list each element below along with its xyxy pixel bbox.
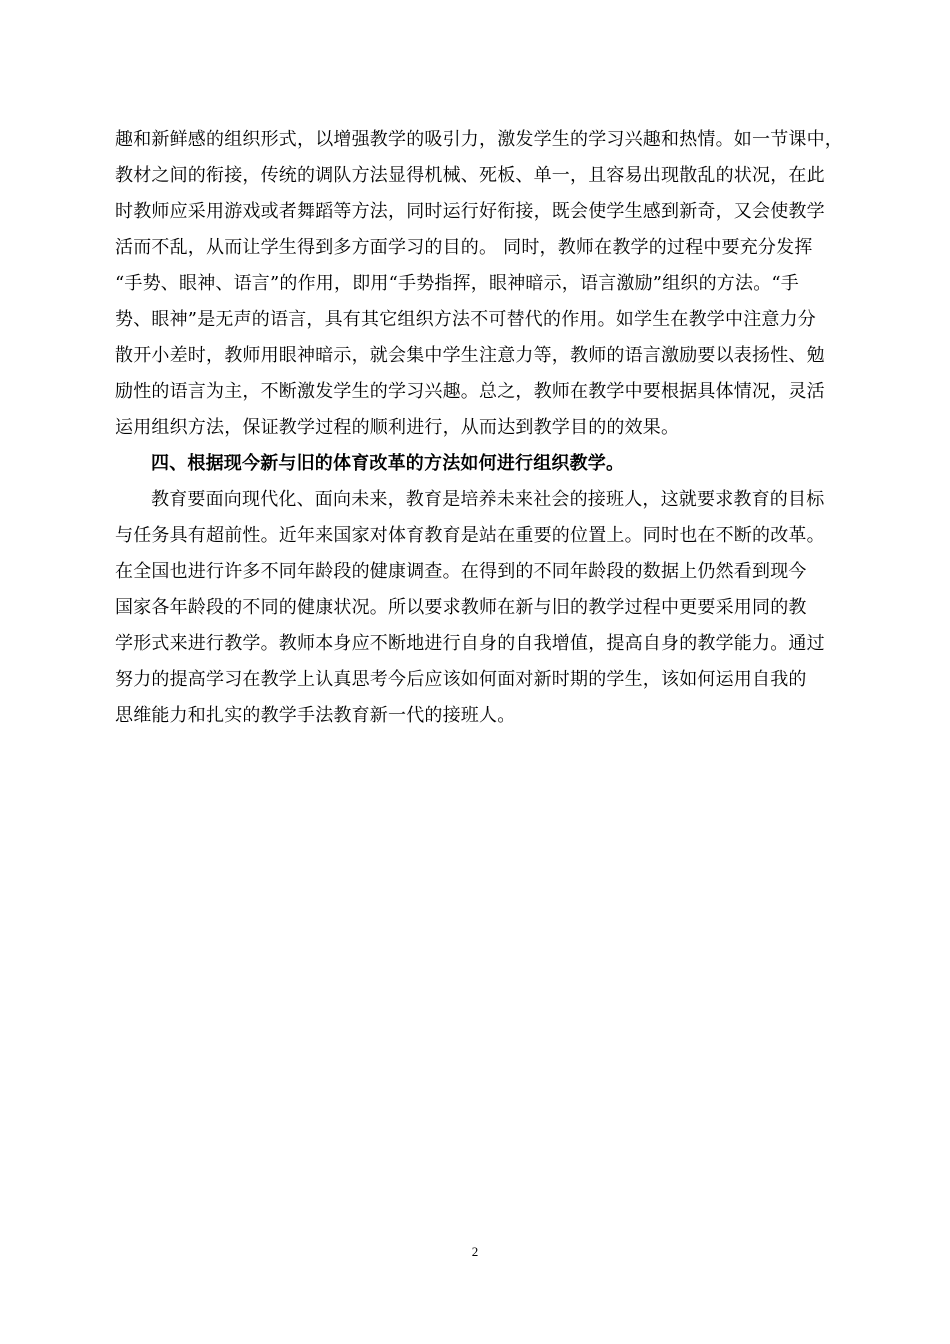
- paragraph-line-14: 国家各年龄段的不同的健康状况。所以要求教师在新与旧的教学过程中更要采用同的教: [115, 597, 807, 618]
- paragraph-line-3: 时教师应采用游戏或者舞蹈等方法，同时运行好衔接，既会使学生感到新奇，又会使教学: [115, 201, 825, 222]
- paragraph-line-9: 运用组织方法，保证教学过程的顺利进行，从而达到教学目的的效果。: [115, 417, 680, 438]
- paragraph-line-16: 努力的提高学习在教学上认真思考今后应该如何面对新时期的学生，该如何运用自我的: [115, 669, 807, 690]
- paragraph-line-11: 教育要面向现代化、面向未来，教育是培养未来社会的接班人，这就要求教育的目标: [151, 489, 825, 510]
- paragraph-line-8: 励性的语言为主，不断激发学生的学习兴趣。总之，教师在教学中要根据具体情况，灵活: [115, 381, 825, 402]
- paragraph-line-7: 散开小差时，教师用眼神暗示，就会集中学生注意力等，教师的语言激励要以表扬性、勉: [115, 345, 825, 366]
- paragraph-line-4: 活而不乱，从而让学生得到多方面学习的目的。 同时，教师在教学的过程中要充分发挥: [115, 237, 813, 258]
- paragraph-line-12: 与任务具有超前性。近年来国家对体育教育是站在重要的位置上。同时也在不断的改革。: [115, 525, 825, 546]
- page-number: 2: [471, 1244, 479, 1259]
- paragraph-line-2: 教材之间的衔接，传统的调队方法显得机械、死板、单一，且容易出现散乱的状况，在此: [115, 165, 825, 186]
- paragraph-line-17: 思维能力和扎实的教学手法教育新一代的接班人。: [115, 705, 516, 726]
- paragraph-line-13: 在全国也进行许多不同年龄段的健康调查。在得到的不同年龄段的数据上仍然看到现今: [115, 561, 807, 582]
- paragraph-line-15: 学形式来进行教学。教师本身应不断地进行自身的自我增值，提高自身的教学能力。通过: [115, 633, 825, 654]
- paragraph-line-5: “手势、眼神、语言”的作用，即用“手势指挥，眼神暗示，语言激励”组织的方法。“手: [115, 273, 800, 294]
- paragraph-line-6: 势、眼神”是无声的语言，具有其它组织方法不可替代的作用。如学生在教学中注意力分: [115, 309, 816, 330]
- paragraph-line-1: 趣和新鲜感的组织形式，以增强教学的吸引力，激发学生的学习兴趣和热情。如一节课中，: [115, 129, 843, 150]
- section-heading: 四、根据现今新与旧的体育改革的方法如何进行组织教学。: [151, 453, 625, 474]
